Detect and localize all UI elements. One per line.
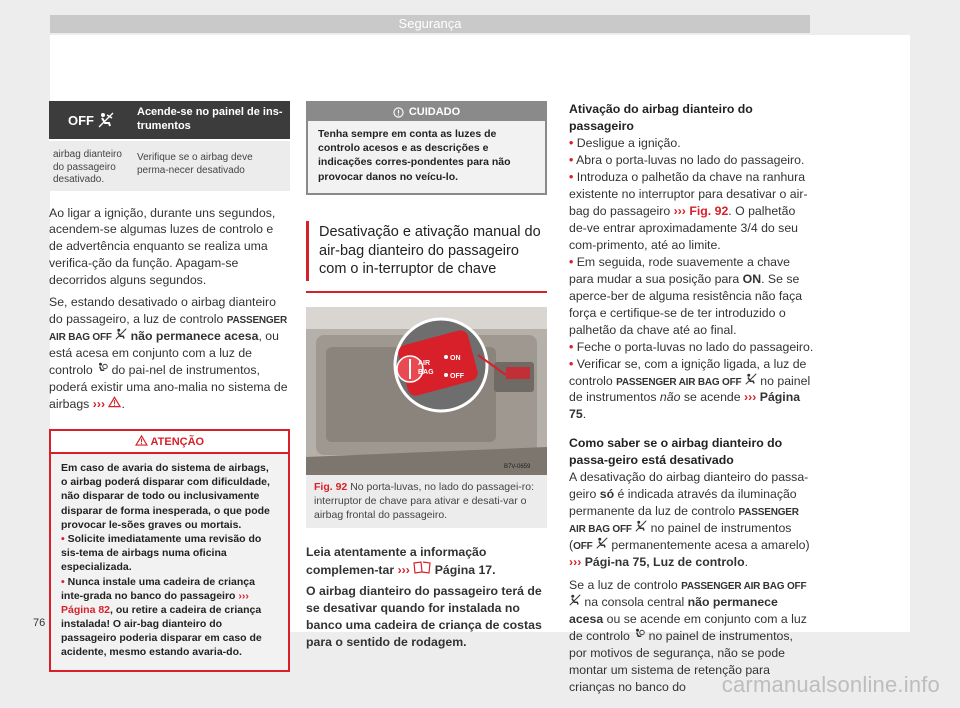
airbag-warning-icon (96, 362, 108, 374)
indicator-table (49, 101, 290, 191)
table-cell-action: Verifique se o airbag deve perma-necer desativado (137, 152, 253, 176)
caution-title: CUIDADO (308, 103, 545, 121)
link-page-75-luz[interactable]: Pági-na 75, Luz de controlo (584, 555, 745, 570)
warning-triangle-icon[interactable] (108, 396, 121, 408)
airbag-seat-icon (596, 537, 608, 549)
warning-triangle-icon (135, 435, 148, 446)
paragraph-console: Se a luz de controlo PASSENGER AIR BAG OFF na consola central não permanece acesa ou se acende em conjunto com a luz de controlo no painel de instrumentos, por motivos de segurança, não se pode montar um sistema de retenção para crianças no banco do (569, 578, 807, 694)
figure-code: B7V-0659 (504, 464, 531, 471)
switch-label-off: OFF (450, 373, 464, 381)
heading-activation: Ativação do airbag dianteiro do passageiro (569, 102, 753, 133)
warning-box (49, 429, 290, 671)
section-rule (306, 291, 547, 293)
list-item: • Feche o porta-luvas no lado do passageiro. (569, 339, 814, 354)
warning-title: ATENÇÃO (51, 431, 288, 454)
section-title: Desativação e ativação manual do air-bag dianteiro do passageiro com o in-terruptor de chave (306, 221, 547, 282)
page-header: Segurança (50, 15, 810, 33)
airbag-warning-icon (633, 628, 645, 640)
airbag-seat-icon (569, 594, 581, 606)
column-1 (49, 101, 290, 672)
switch-label-on: ON (450, 355, 461, 363)
table-header (49, 101, 290, 139)
caution-box (306, 101, 547, 195)
paragraph-deactivation: A desativação do airbag dianteiro do passa-geiro só é indicada através da iluminação permanente da luz de controlo PASSENGER AIR BAG OFF no painel de instrumentos (OFF permanentemente acesa a amarelo) ››› Pági-na 75, Luz de controlo. (569, 470, 810, 570)
paragraph-airbag-fault: Se, estando desativado o airbag dianteiro do passageiro, a luz de controlo PASSENGER AIR BAG OFF não permanece acesa, ou está acesa em conjunto com a luz de controlo do pai-nel de instrumentos, poderá existir uma ano-malia no sistema de airbags ››› . (49, 295, 288, 412)
list-item: • Em seguida, rode suavemente a chave para mudar a sua posição para ON. Se se aperce-ber de alguma resistência não faça força e certifique-se de ter introduzido o palhetão da chave até ao final. (569, 254, 803, 337)
warning-bullet: • Solicite imediatamente uma revisão do sis-tema de airbags numa oficina especializada. (61, 532, 262, 574)
airbag-seat-icon (98, 112, 114, 128)
airbag-seat-icon (115, 328, 127, 340)
list-item: • Introduza o palhetão da chave na ranhura existente no interruptor para desativar o air-bag do passageiro ››› Fig. 92. O palhetão de-ve entrar aproximadamente 3/4 do seu com-primento, até ao limite. (569, 169, 808, 252)
info-circle-icon (393, 107, 404, 118)
passenger-airbag-off-mark: PASSENGER AIR BAG OFF (616, 376, 742, 388)
list-item: • Desligue a ignição. (569, 135, 681, 150)
page-number: 76 (33, 617, 46, 629)
passenger-airbag-off-mark: PASSENGER AIR BAG OFF (681, 581, 807, 593)
paragraph-ignition: Ao ligar a ignição, durante uns segundos, acendem-se algumas luzes de controlo e de advertência enquanto se realiza uma verifica-ção da função. Apagam-se decorridos alguns segundos. (49, 205, 276, 288)
column-3 (569, 101, 814, 696)
link-page-82[interactable]: Página 82 (61, 603, 111, 616)
warning-body: Em caso de avaria do sistema de airbags, o airbag poderá disparar com dificuldade, não disparar de todo ou inclusivamente disparar de forma inesperada, o que pode provocar le-sões graves ou mortais. • Solicite imediatamente uma revisão do sis-tema de airbags numa oficina especializada. • Nunca instale uma cadeira de criança inte-grada no banco do passageiro ››› Página 82, ou retire a cadeira de criança instalada! O air-bag dianteiro do passageiro poderia disparar em caso de acidente, mesmo estando avaria-do. (51, 454, 288, 669)
paragraph-read-more: Leia atentamente a informação complemen-tar ››› Página 17. (306, 545, 496, 578)
passenger-airbag-off-mark: PASSENGER AIR BAG OFF (49, 315, 288, 344)
list-item: • Verificar se, com a ignição ligada, a luz de controlo PASSENGER AIR BAG OFF no painel de instrumentos não se acende ››› Página 75. (569, 356, 811, 422)
glovebox-illustration (306, 307, 547, 475)
link-page-75[interactable]: Página 75 (569, 390, 801, 422)
link-arrow[interactable]: ››› (92, 397, 106, 412)
link-page-17[interactable]: Página 17 (434, 563, 493, 578)
table-cell-condition: airbag dianteiro do passageiro desativado. (53, 149, 122, 185)
switch-label-bag: BAG (418, 369, 434, 377)
heading-how-to-know: Como saber se o airbag dianteiro do passa-geiro está desativado (569, 436, 783, 468)
watermark: carmanualsonline.info (721, 672, 940, 697)
warning-bullet: • Nunca instale uma cadeira de criança inte-grada no banco do passageiro ››› Página 82, ou retire a cadeira de criança instalada! O air-bag dianteiro do passageiro poderia disparar em caso de acidente, mesmo estando avaria-do. (61, 575, 262, 659)
figure-92-image (306, 307, 547, 475)
book-icon (413, 561, 431, 574)
paragraph-child-seat: O airbag dianteiro do passageiro terá de se desativar quando for instalada no banco uma cadeira de criança de costas para o sentido de rodagem. (306, 584, 542, 649)
table-symbol: OFF (49, 101, 133, 139)
table-header-text: Acende-se no painel de ins-trumentos (137, 106, 283, 132)
caution-body: Tenha sempre em conta as luzes de controlo acesos e as descrições e indicações corres-pondentes para não provocar danos no veícu-lo. (308, 121, 545, 193)
link-fig-92[interactable]: Fig. 92 (689, 203, 729, 218)
passenger-airbag-off-mark: PASSENGER AIR BAG OFF (569, 507, 799, 536)
airbag-seat-icon (635, 520, 647, 532)
list-item: • Abra o porta-luvas no lado do passageiro. (569, 152, 805, 167)
airbag-seat-icon (745, 373, 757, 385)
figure-caption: Fig. 92 No porta-luvas, no lado do passagei-ro: interruptor de chave para ativar e desati-var o airbag frontal do passageiro. (306, 475, 547, 528)
column-2 (306, 101, 547, 651)
switch-label-air: AIR (418, 360, 431, 368)
table-row (49, 139, 290, 191)
